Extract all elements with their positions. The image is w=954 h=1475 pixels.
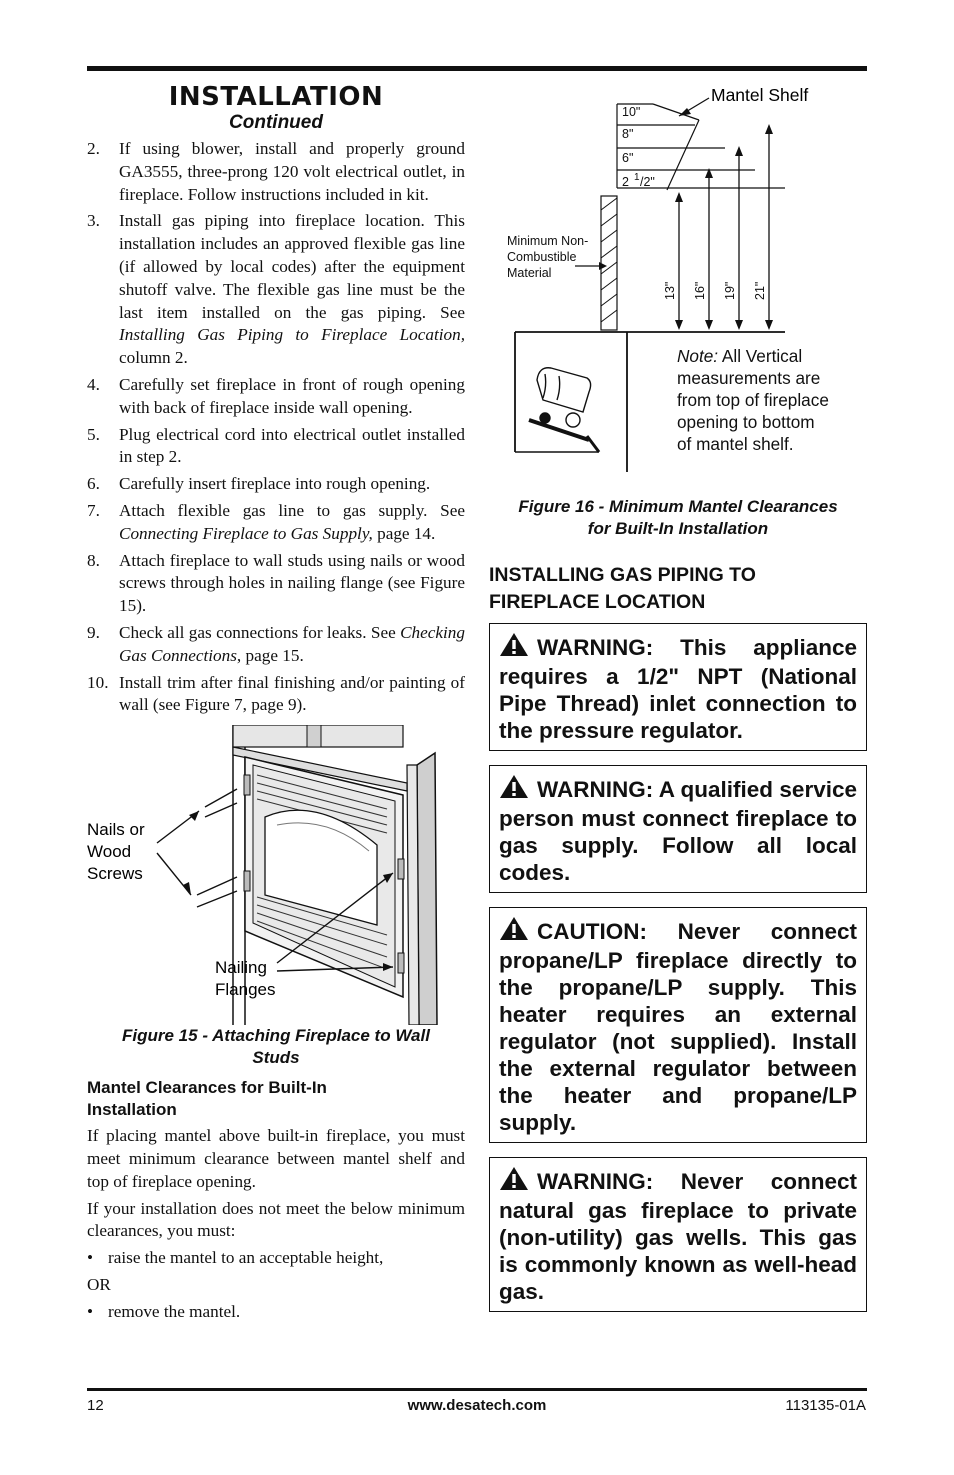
step-text — [119, 500, 465, 546]
gas-piping-heading-line2: FIREPLACE LOCATION — [489, 591, 706, 613]
label-material-line1: Minimum Non- — [507, 234, 589, 248]
note-line2: measurements are — [677, 368, 821, 388]
bullet-text: remove the mantel. — [108, 1301, 241, 1321]
label-nails-line3: Screws — [87, 864, 143, 884]
caution-text: CAUTION: Never connect propane/LP fireplace directly to the propane/LP supply. This heater requires an external regulator (not supplied). Install the external regulator between the heater and propane/LP supply. — [499, 919, 857, 1135]
page-number: 12 — [87, 1397, 104, 1414]
step-item — [87, 473, 465, 496]
step-number: 5. — [87, 424, 100, 444]
warning-icon — [499, 774, 529, 805]
right-column — [489, 80, 867, 1326]
step-text: Plug electrical cord into electrical outlet installed in step 2. — [119, 424, 465, 467]
step-text — [119, 210, 465, 370]
figure-16-caption — [489, 496, 867, 540]
height-21: 21" — [753, 281, 767, 300]
step-item — [87, 550, 465, 618]
step-text: Carefully set fireplace in front of rough opening with back of fireplace inside wall opening. — [119, 374, 465, 417]
depth-2-numerator: 1 — [634, 172, 640, 183]
section-subtitle: Continued — [229, 112, 323, 133]
label-mantel-shelf: Mantel Shelf — [711, 85, 809, 105]
mantel-paragraph-2: If your installation does not meet the below minimum clearances, you must: — [87, 1198, 465, 1241]
warning-box — [489, 623, 867, 751]
warning-box — [489, 765, 867, 893]
step-text: If using blower, install and properly ground GA3555, three-prong 120 volt electrical outlet, in fireplace. Follow instructions included in kit. — [119, 139, 465, 204]
step-number: 7. — [87, 500, 100, 520]
top-rule — [87, 66, 867, 71]
note-line5: of mantel shelf. — [677, 434, 794, 454]
label-flanges-line2: Flanges — [215, 980, 276, 1000]
note-line4: opening to bottom — [677, 412, 815, 432]
depth-6: 6" — [622, 151, 634, 165]
label-material-line2: Combustible — [507, 250, 577, 264]
mantel-or: OR — [87, 1274, 111, 1294]
step-number: 8. — [87, 550, 100, 570]
step-number: 2. — [87, 139, 100, 158]
mantel-clearance-diagram — [489, 80, 867, 480]
note-lead: Note: — [677, 346, 719, 366]
bullet-icon: • — [87, 1248, 94, 1268]
step-text — [119, 622, 465, 668]
step-text: Carefully insert fireplace into rough opening. — [119, 474, 431, 494]
note-line1: All Vertical — [718, 346, 803, 366]
footer-url: www.desatech.com — [407, 1397, 547, 1414]
step-number: 9. — [87, 622, 100, 642]
svg-text:Note: All Vertical — [677, 346, 802, 366]
bullet-icon: • — [87, 1301, 94, 1321]
warning-icon — [499, 1166, 529, 1197]
step-item — [87, 210, 465, 370]
depth-8: 8" — [622, 127, 634, 141]
bullet-text: raise the mantel to an acceptable height, — [108, 1248, 384, 1268]
step-number: 4. — [87, 374, 100, 394]
mantel-bullet — [87, 1247, 465, 1270]
document-number: 113135-01A — [785, 1397, 866, 1414]
left-column — [87, 80, 465, 1328]
step-text-lead: Attach flexible gas line to gas supply. See — [119, 500, 465, 520]
step-text: Attach fireplace to wall studs using nails or wood screws through holes in nailing flange (see Figure 15). — [119, 550, 465, 616]
step-number: 10. — [87, 672, 109, 692]
warning-icon — [499, 916, 529, 947]
bottom-rule — [87, 1388, 867, 1391]
step-text-tail: page 14. — [372, 523, 436, 543]
step-number: 3. — [87, 211, 100, 231]
mantel-bullet — [87, 1301, 465, 1324]
step-item — [87, 138, 465, 206]
depth-2-whole: 2 — [622, 175, 629, 189]
step-text-lead: Install gas piping into fireplace location. This installation includes an approved flexible gas line (if allowed by local codes) after the equipment shutoff valve. The flexible gas line must be the last item installed on the gas piping. See — [119, 211, 465, 322]
step-item — [87, 500, 465, 546]
step-number: 6. — [87, 474, 100, 494]
height-16: 16" — [693, 281, 707, 300]
mantel-paragraph-1: If placing mantel above built-in fireplace, you must meet minimum clearance between mantel shelf and top of fireplace opening. — [87, 1126, 465, 1191]
label-nails-line2: Wood — [87, 842, 132, 862]
warning-text: WARNING: A qualified service person must connect fireplace to gas supply. Follow all local codes. — [499, 777, 857, 885]
gas-piping-heading-line1: INSTALLING GAS PIPING TO — [489, 564, 756, 586]
step-text-reference: Installing Gas Piping to Fireplace Location, — [119, 325, 465, 345]
figure-15-caption: Figure 15 - Attaching Fireplace to Wall Studs — [122, 1026, 430, 1068]
warning-text: WARNING: Never connect natural gas fireplace to private (non-utility) gas wells. This gas is commonly known as well-head gas. — [499, 1169, 857, 1304]
step-text-lead: Check all gas connections for leaks. See — [119, 622, 401, 642]
caution-box — [489, 907, 867, 1143]
note-line3: from top of fireplace — [677, 390, 829, 410]
installation-steps — [87, 138, 465, 717]
label-material-line3: Material — [507, 266, 552, 280]
warning-text: WARNING: This appliance requires a 1/2" NPT (National Pipe Thread) inlet connection to the pressure regulator. — [499, 635, 857, 743]
label-nails-line1: Nails or — [87, 820, 145, 840]
figure-15 — [87, 725, 465, 1025]
warning-icon — [499, 632, 529, 663]
section-title: INSTALLATION — [168, 82, 384, 112]
height-19: 19" — [723, 281, 737, 300]
step-text-reference: Connecting Fireplace to Gas Supply, — [119, 523, 373, 543]
warning-box — [489, 1157, 867, 1312]
step-text-reference: Checking Gas Connections — [119, 622, 465, 665]
mantel-heading: Mantel Clearances for Built-In Installation — [87, 1078, 327, 1120]
step-text-tail: , page 15. — [236, 645, 304, 665]
step-item — [87, 672, 465, 718]
figure-16-caption-line1: Figure 16 - Minimum Mantel Clearances — [518, 497, 838, 516]
depth-10: 10" — [622, 105, 641, 119]
step-text: Install trim after final finishing and/or painting of wall (see Figure 7, page 9). — [119, 672, 465, 715]
fireplace-wall-illustration — [87, 725, 465, 1025]
gas-piping-heading — [489, 562, 867, 616]
label-flanges-line1: Nailing — [215, 958, 267, 978]
depth-2-denominator: /2" — [640, 175, 655, 189]
step-item — [87, 424, 465, 470]
figure-16-caption-line2: for Built-In Installation — [587, 519, 769, 538]
height-13: 13" — [663, 281, 677, 300]
figure-16 — [489, 80, 867, 480]
step-text-tail: column 2. — [119, 348, 188, 368]
step-item — [87, 622, 465, 668]
step-item — [87, 374, 465, 420]
